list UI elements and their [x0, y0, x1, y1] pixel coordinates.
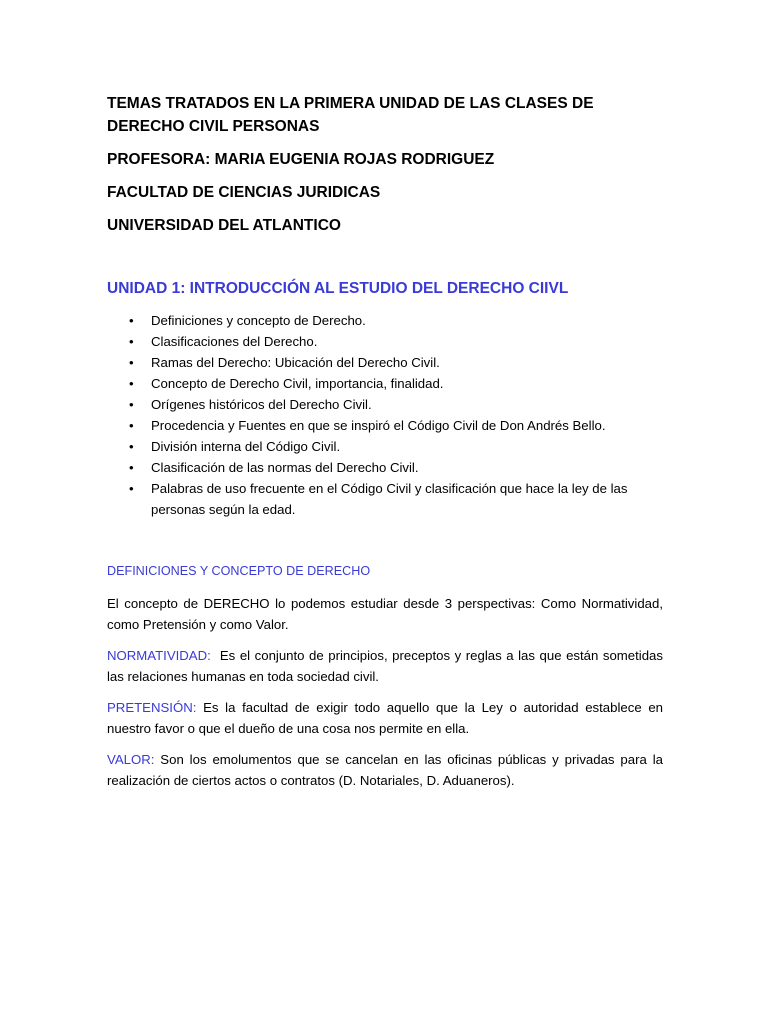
- list-item: [107, 352, 663, 373]
- list-item: [107, 436, 663, 457]
- topic-text: Ramas del Derecho: Ubicación del Derecho Civil.: [151, 355, 440, 370]
- bullet-icon: •: [129, 460, 134, 475]
- topic-text: Concepto de Derecho Civil, importancia, finalidad.: [151, 376, 444, 391]
- list-item: [107, 415, 663, 436]
- list-item: [107, 457, 663, 478]
- bullet-icon: •: [129, 376, 134, 391]
- definition-valor: [107, 749, 667, 791]
- topic-text: Clasificaciones del Derecho.: [151, 334, 318, 349]
- definition-pretension: [107, 697, 667, 739]
- university-line: UNIVERSIDAD DEL ATLANTICO: [107, 217, 341, 234]
- document-page: [107, 92, 667, 801]
- definition-term: PRETENSIÓN:: [107, 700, 197, 715]
- list-item: [107, 331, 663, 352]
- definition-normatividad: [107, 645, 667, 687]
- topic-text: Orígenes históricos del Derecho Civil.: [151, 397, 372, 412]
- definition-text: Es el conjunto de principios, preceptos y reglas a las que están sometidas las relaciones humanas en toda sociedad civil.: [107, 648, 667, 684]
- definition-text: Son los emolumentos que se cancelan en las oficinas públicas y privadas para la realización de ciertos actos o contratos (D. Notariales, D. Aduaneros).: [107, 752, 667, 788]
- topics-list: [107, 310, 663, 520]
- list-item: [107, 394, 663, 415]
- intro-paragraph: El concepto de DERECHO lo podemos estudiar desde 3 perspectivas: Como Normatividad, como Pretensión y como Valor.: [107, 596, 663, 632]
- bullet-icon: •: [129, 439, 134, 454]
- unit-title: UNIDAD 1: INTRODUCCIÓN AL ESTUDIO DEL DERECHO CIIVL: [107, 280, 569, 297]
- bullet-icon: •: [129, 334, 134, 349]
- bullet-icon: •: [129, 481, 134, 496]
- faculty-line: FACULTAD DE CIENCIAS JURIDICAS: [107, 184, 381, 201]
- professor-line: PROFESORA: MARIA EUGENIA ROJAS RODRIGUEZ: [107, 151, 495, 168]
- section-title: DEFINICIONES Y CONCEPTO DE DERECHO: [107, 564, 371, 578]
- bullet-icon: •: [129, 313, 134, 328]
- definition-term: VALOR:: [107, 752, 155, 767]
- topic-text: Procedencia y Fuentes en que se inspiró el Código Civil de Don Andrés Bello.: [151, 418, 606, 433]
- list-item: [107, 478, 663, 520]
- topic-text: Palabras de uso frecuente en el Código Civil y clasificación que hace la ley de las personas según la edad.: [151, 481, 628, 517]
- bullet-icon: •: [129, 397, 134, 412]
- topic-text: División interna del Código Civil.: [151, 439, 341, 454]
- list-item: [107, 310, 663, 331]
- bullet-icon: •: [129, 355, 134, 370]
- definition-text: Es la facultad de exigir todo aquello que la Ley o autoridad establece en nuestro favor o que el dueño de una cosa nos permite en ella.: [107, 700, 667, 736]
- bullet-icon: •: [129, 418, 134, 433]
- document-title: TEMAS TRATADOS EN LA PRIMERA UNIDAD DE LAS CLASES DE DERECHO CIVIL PERSONAS: [107, 95, 594, 135]
- topic-text: Clasificación de las normas del Derecho Civil.: [151, 460, 419, 475]
- definition-term: NORMATIVIDAD:: [107, 648, 211, 663]
- list-item: [107, 373, 663, 394]
- topic-text: Definiciones y concepto de Derecho.: [151, 313, 366, 328]
